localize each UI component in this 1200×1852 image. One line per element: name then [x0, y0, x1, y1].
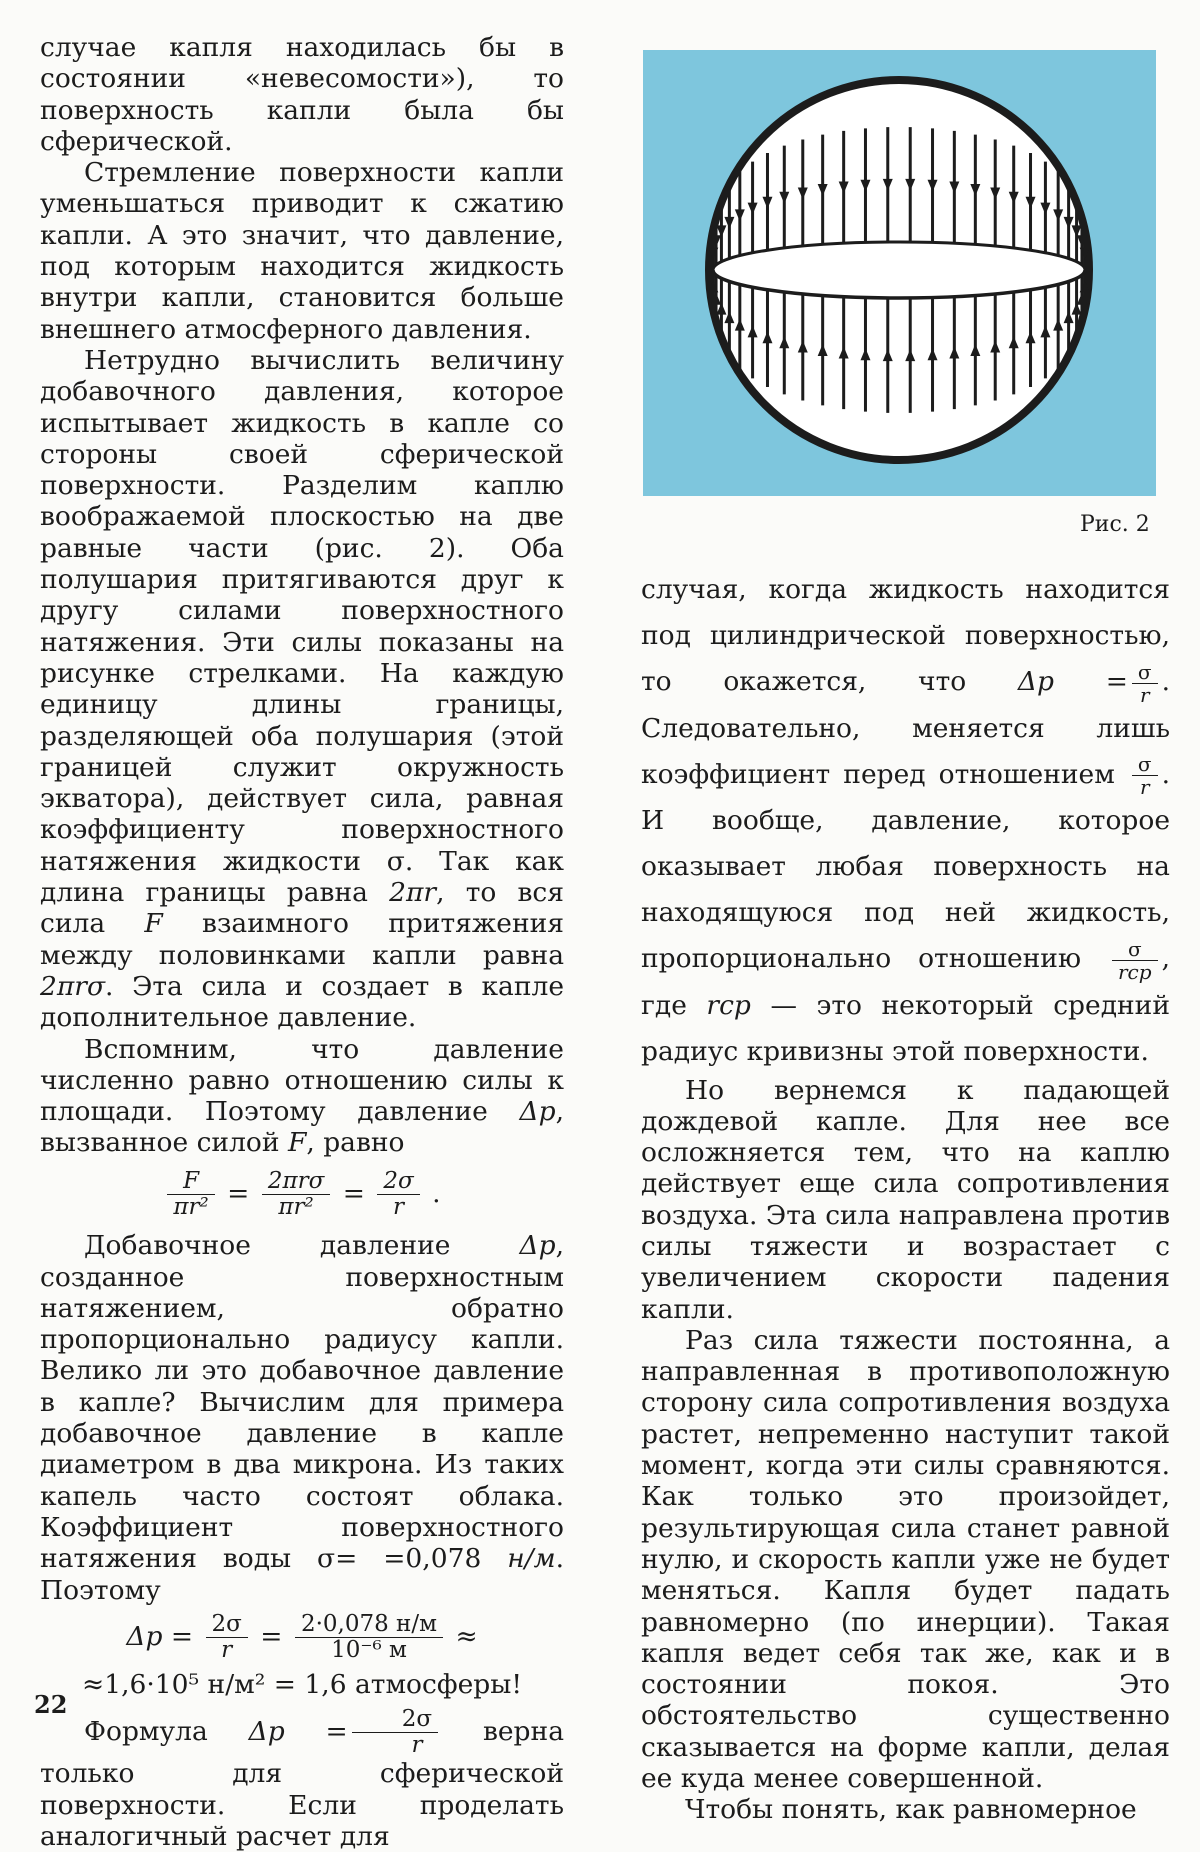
numerator: σ [1132, 661, 1158, 684]
text-run: Нетрудно вычислить величину добавочного давления, которое испытывает жидкость в капле со стороны своей сферической поверхности. Разделим каплю воображаемой плоскостью на две равные части (рис. 2). Оба полушария притягиваются друг к другу силами поверхностного натяжения. Эти силы показаны на рисунке стрелками. На каждую единицу длины границы, разделяющей оба полушария (этой границей служит окружность экватора), действует сила, равная коэффициенту поверхностного натяжения жидкости σ. Так как длина границы равна [40, 344, 564, 909]
equals-sign: = [342, 1177, 365, 1209]
fraction [167, 1169, 214, 1221]
text-run: . Поэтому [40, 1543, 564, 1606]
fraction [377, 1169, 419, 1221]
numerator: σ [1132, 753, 1158, 776]
paragraph: Стремление поверхности капли уменьшаться приводит к сжатию капли. А это значит, что давление, под которым находится жидкость внутри капли, становится больше внешнего атмосферного давления. [40, 157, 564, 345]
sphere-diagram [643, 50, 1156, 496]
paragraph: случае капля находилась бы в состоянии «невесомости»), то поверхность капли была бы сферической. [40, 32, 564, 157]
paragraph [40, 345, 564, 1034]
denominator: πr² [173, 1193, 209, 1220]
symbol-rcp: rср [706, 989, 751, 1021]
text-run: . Эта сила и создает в капле дополнительное давление. [40, 970, 564, 1034]
equation-result: ≈1,6·10⁵ н/м² = 1,6 атмосферы! [82, 1669, 522, 1701]
paragraph [641, 567, 1170, 1075]
equals-sign: = [260, 1620, 283, 1652]
fraction [352, 1707, 438, 1759]
text-run: Вспомним, что давление численно равно отношению силы к площади. Поэтому давление [40, 1033, 564, 1128]
right-column [641, 567, 1170, 1826]
numerator: 2σ [377, 1169, 419, 1195]
equation-lhs: Δp = [126, 1620, 194, 1652]
fraction [1132, 661, 1158, 706]
denominator: r [393, 1193, 405, 1220]
denominator: πr² [278, 1193, 314, 1220]
paragraph: Но вернемся к падающей дождевой капле. Для нее все осложняется тем, что на каплю действует еще сила сопротивления воздуха. Эта сила направлена против силы тяжести и возрастает с увеличением скорости падения капли. [641, 1074, 1170, 1325]
symbol-F: F [144, 908, 163, 940]
equation-pressure [40, 1169, 564, 1221]
equation-calculation [40, 1612, 564, 1664]
fraction [295, 1612, 443, 1664]
symbol-dp: Δp [519, 1230, 556, 1262]
fraction [1132, 753, 1158, 798]
formula-2pirs: 2πrσ [40, 970, 106, 1002]
equation-lhs: Δp = [248, 1715, 348, 1747]
period: . [432, 1177, 441, 1209]
page-number: 22 [34, 1690, 68, 1719]
text-run: , равно [306, 1127, 405, 1159]
text-run: , вызванное силой [40, 1096, 564, 1159]
symbol-dp: Δp [519, 1096, 556, 1128]
numerator: F [167, 1169, 214, 1195]
text-run: верна только для сферической поверхности. Если проделать аналогичный расчет для [40, 1715, 564, 1852]
numerator: 2·0,078 н/м [295, 1612, 443, 1638]
denominator: r [411, 1732, 423, 1759]
text-run: , то вся сила [40, 877, 564, 940]
text-run: , созданное поверхностным натяжением, обратно пропорционально радиусу капли. Велико ли это добавочное давление в капле? Вычислим для примера добавочное давление в капле диаметром в два микрона. Из таких капель часто состоят облака. Коэффициент поверхностного натяжения воды σ= =0,078 [40, 1230, 564, 1575]
numerator: 2σ [206, 1612, 248, 1638]
fraction [206, 1612, 248, 1664]
paragraph: Раз сила тяжести постоянна, а направленная в противоположную сторону сила сопротивления воздуха растет, непременно наступит такой момент, когда эти силы сравняются. Как только это произойдет, результирующая сила станет равной нулю, и скорость капли уже не будет меняться. Капля будет падать равномерно (по инерции). Такая капля ведет себя так же, как и в состоянии покоя. Это обстоятельство существенно сказывается на форме капли, делая ее куда менее совершенной. [641, 1324, 1170, 1795]
figure-caption: Рис. 2 [1080, 512, 1150, 537]
approx-sign: ≈ [455, 1620, 478, 1652]
text-run: , где [641, 943, 1170, 1021]
numerator: 2πrσ [262, 1169, 330, 1195]
text-run: случая, когда жидкость находится под цилиндрической поверхностью, то окажется, что [641, 574, 1170, 697]
left-column [40, 32, 564, 1852]
numerator: 2σ [352, 1707, 438, 1733]
figure-drop-sphere [643, 50, 1156, 496]
paragraph [40, 1707, 564, 1852]
text-run: — это некоторый средний радиус кривизны этой поверхности. [641, 989, 1170, 1067]
paragraph: Чтобы понять, как равномерное [685, 1794, 1137, 1826]
paragraph [40, 1230, 564, 1606]
text-run: . И вообще, давление, которое оказывает любая поверхность на находящуюся под ней жидкость, пропорционально отношению [641, 758, 1170, 974]
denominator: r [1139, 775, 1150, 799]
denominator: r [221, 1637, 233, 1664]
equals-sign: = [227, 1177, 250, 1209]
denominator: rср [1117, 959, 1152, 984]
fraction [262, 1169, 330, 1221]
numerator: σ [1112, 938, 1158, 961]
unit: н/м [507, 1543, 556, 1575]
symbol-dp: Δp = [1017, 666, 1128, 697]
sphere [709, 80, 1089, 460]
denominator: r [1139, 682, 1150, 707]
text-run: Добавочное давление [84, 1230, 520, 1262]
formula-2pir: 2πr [389, 877, 437, 909]
fraction [1112, 938, 1158, 983]
text-run: Формула [84, 1715, 249, 1747]
symbol-F: F [287, 1127, 307, 1159]
denominator: 10⁻⁶ м [331, 1637, 407, 1664]
text-run: . Следовательно, меняется лишь коэффициент перед отношением [641, 666, 1170, 790]
paragraph [40, 1034, 564, 1159]
text-run: взаимного притяжения между половинками капли равна [40, 908, 564, 971]
